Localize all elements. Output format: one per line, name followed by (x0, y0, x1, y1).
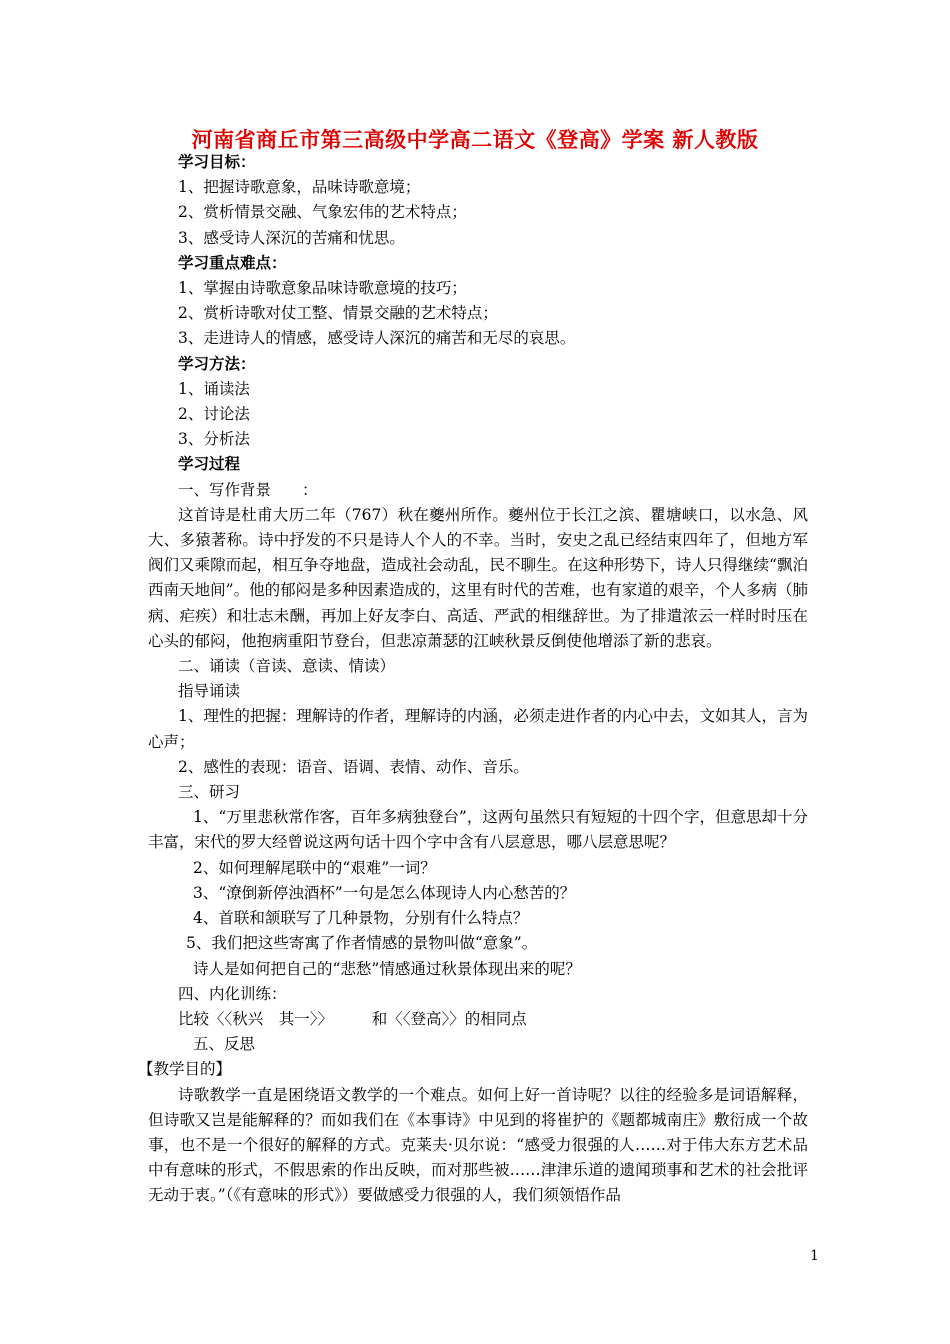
section-1-text: 这首诗是杜甫大历二年（767）秋在夔州所作。夔州位于长江之滨、瞿塘峡口，以水急、风大、多猿著称。诗中抒发的不只是诗人个人的不幸。当时，安史之乱已经结束四年了，但地方军阀们又乘隙而起，相互争夺地盘，造成社会动乱，民不聊生。在这种形势下，诗人只得继续“飘泊西南天地间”。他的郁闷是多种因素造成的，这里有时代的苦难，也有家道的艰辛，个人多病（肺病、疟疾）和壮志未酬，再加上好友李白、高适、严武的相继辞世。为了排遣浓云一样时时压在心头的郁闷，他抱病重阳节登台，但悲凉萧瑟的江峡秋景反倒使他增添了新的悲哀。 (148, 505, 808, 650)
section-3-question: 诗人是如何把自己的“悲愁”情感通过秋景体现出来的呢？ (193, 959, 581, 978)
goals-heading: 学习目标： (178, 153, 256, 171)
goal-item: 2、赏析情景交融、气象宏伟的艺术特点； (178, 203, 467, 222)
section-3-question: 2、如何理解尾联中的“艰难”一词？ (193, 858, 436, 877)
teaching-heading: 【教学目的】 (138, 1060, 232, 1079)
section-3-question: 1、“万里悲秋常作客，百年多病独登台”，这两句虽然只有短短的十四个字，但意思却十分丰富，宋代的罗大经曾说这两句话十四个字中含有八层意思，哪八层意思呢？ (148, 808, 808, 852)
section-3-question: 3、“潦倒新停浊酒杯”一句是怎么体现诗人内心愁苦的？ (193, 883, 576, 902)
key-point-item: 3、走进诗人的情感，感受诗人深沉的痛苦和无尽的哀思。 (178, 329, 576, 348)
key-points-heading: 学习重点难点： (178, 253, 287, 272)
process-heading: 学习过程 (178, 455, 241, 474)
document-body (138, 150, 808, 1209)
teaching-text: 诗歌教学一直是困绕语文教学的一个难点。如何上好一首诗呢？以往的经验多是词语解释，但诗歌又岂是能解释的？而如我们在《本事诗》中见到的将崔护的《题都城南庄》敷衍成一个故事，也不是一个很好的解释的方式。克莱夫·贝尔说：“感受力很强的人……对于伟大东方艺术品中有意味的形式，不假思索的作出反映，而对那些被……津津乐道的遗闻琐事和艺术的社会批评无动于衷。”（《有意味的形式》）要做感受力很强的人，我们须领悟作品 (148, 1085, 808, 1205)
key-point-item: 1、掌握由诗歌意象品味诗歌意境的技巧； (178, 279, 467, 298)
goal-item: 1、把握诗歌意象，品味诗歌意境； (178, 178, 421, 197)
section-3-title: 三、研习 (178, 783, 241, 802)
key-point-item: 2、赏析诗歌对仗工整、情景交融的艺术特点； (178, 304, 498, 323)
section-2-subtitle: 指导诵读 (178, 682, 241, 701)
section-3-question: 5、我们把这些寄寓了作者情感的景物叫做“意象”。 (186, 934, 538, 953)
method-item: 2、讨论法 (178, 405, 250, 424)
section-1-title: 一、写作背景 ： (178, 480, 318, 499)
section-4-title: 四、内化训练： (178, 984, 287, 1003)
goal-item: 3、感受诗人深沉的苦痛和忧思。 (178, 228, 405, 247)
method-item: 1、诵读法 (178, 379, 250, 398)
document-title: 河南省商丘市第三高级中学高二语文《登高》学案 新人教版 (191, 128, 759, 152)
page-number: 1 (810, 1248, 819, 1264)
section-2-paragraph: 1、理性的把握：理解诗的作者，理解诗的内涵，必须走进作者的内心中去，文如其人，言为心声； (148, 707, 808, 751)
methods-heading: 学习方法： (178, 354, 256, 373)
section-3-question: 4、首联和颔联写了几种景物，分别有什么特点？ (193, 909, 529, 928)
section-2-paragraph: 2、感性的表现：语音、语调、表情、动作、音乐。 (178, 757, 529, 776)
section-5-title: 五、反思 (193, 1035, 256, 1054)
section-4-comparison: 比较〈〈秋兴 其一〉〉 和〈〈登高〉〉的相同点 (178, 1009, 527, 1028)
method-item: 3、分析法 (178, 430, 250, 449)
section-2-title: 二、诵读（音读、意读、情读） (178, 657, 396, 676)
